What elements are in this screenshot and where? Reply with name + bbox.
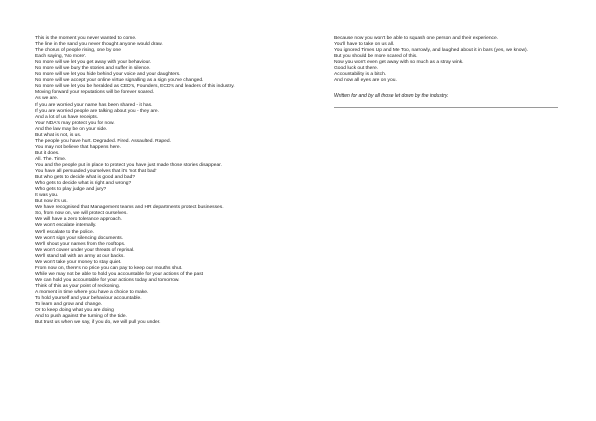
poem-line: As we are. <box>35 96 59 102</box>
poem-right-lines <box>334 36 562 84</box>
poem-line: This is the moment you never wanted to come. <box>35 36 137 41</box>
poem-line: We can hold you accountable for your actions today and tomorrow. <box>35 277 180 283</box>
poem-line: We have recognised that Management teams and HR departments protect businesses. <box>35 205 224 211</box>
poem-line: Who gets to decide what is right and wrong? <box>35 181 132 187</box>
poem-line: We won't take your money to stay quiet. <box>35 259 122 265</box>
poem-line: We'll escalate to the police. <box>35 229 95 235</box>
poem-line: The line in the sand you never thought anyone would draw. <box>35 42 163 48</box>
poem-line: Think of this as your point of reckoning. <box>35 283 121 289</box>
poem-line: We won't sign your silencing documents. <box>35 235 124 241</box>
poem-line: No more will we let you hide behind your voice and your daughters. <box>35 72 181 78</box>
poem-line: And the law may be on your side. <box>35 126 108 132</box>
poem-line: No more will we let you be heralded as CED's, Founders, ECD's and leaders of this industry. <box>35 84 235 90</box>
poem-line: No more will we accept your online virtue signalling as a sign you've changed. <box>35 78 204 84</box>
poem-line: We won't cower under your threats of reprisal. <box>35 247 135 253</box>
poem-line: So, from now on, we will protect ourselves. <box>35 211 128 217</box>
poem-line: Because now you won't be able to squash one person and their experience. <box>334 36 499 41</box>
poem-line: From now on, there's no price you can pay to keep our mouths shut. <box>35 265 183 271</box>
divider-line <box>334 107 558 108</box>
poem-line: Who gets to play judge and jury? <box>35 187 107 193</box>
poem-line: To hold yourself and your behaviour accountable. <box>35 296 142 302</box>
poem-line: But now it's us. <box>35 199 68 205</box>
poem-line: But trust us when we say, if you do, we will pull you under. <box>35 320 161 326</box>
poem-line: No more will we bury the stories and suffer in silence. <box>35 66 151 72</box>
poem-line: Accountability is a bitch. <box>334 72 387 78</box>
poem-line: You have all persuaded yourselves that it's 'not that bad' <box>35 169 157 175</box>
poem-right-column <box>334 36 562 108</box>
poem-line: A moment in time where you have a choice to make. <box>35 289 149 295</box>
signoff-text: Written for and by all those let down by the industry. <box>334 93 449 100</box>
poem-line: To learn and grow and change. <box>35 302 103 308</box>
poem-line: But you should be more scared of this. <box>334 54 418 60</box>
poem-line: But who gets to decide what is good and bad? <box>35 175 136 181</box>
poem-line: While we may not be able to hold you accountable for your actions of the past <box>35 271 204 277</box>
poem-line: Each saying, 'No more'. <box>35 54 87 60</box>
poem-line: Good luck out there. <box>334 66 379 72</box>
poem-line: But it does. <box>35 150 60 156</box>
poem-line: And now all eyes are on you. <box>334 78 397 84</box>
poem-line: The people you have hurt. Degraded. Fired. Assaulted. Raped. <box>35 138 171 144</box>
poem-line: Or to keep doing what you are doing <box>35 308 114 314</box>
poem-line: If you are worried people are talking about you - they are. <box>35 108 159 114</box>
poem-line: You ignored Times Up and Me Too, narrowly, and laughed about it in bars (yes, we know). <box>334 48 529 54</box>
poem-line: It was you. <box>35 193 59 199</box>
poem-line: We won't escalate internally. <box>35 223 97 229</box>
poem-line: But what is not, is us. <box>35 132 82 138</box>
poem-line: And a lot of us have receipts. <box>35 114 99 120</box>
poem-line: We'll shout your names from the rooftops. <box>35 241 126 247</box>
poem-line: We will have a zero tolerance approach. <box>35 217 122 223</box>
poem-line: You and the people put in place to protect you have just made those stories disappear. <box>35 162 222 168</box>
poem-left-column <box>35 36 315 326</box>
poem-line: Moving forward your reputations will be forever soared. <box>35 90 155 96</box>
poem-line: Your NDA's may protect you for now. <box>35 120 115 126</box>
poem-line: All. The. Time. <box>35 156 67 162</box>
poem-line: No more will we let you get away with your behaviour. <box>35 60 152 66</box>
poem-line: We'll stand tall with an army at our backs. <box>35 253 125 259</box>
poem-line: Now you won't even get away with so much as a stray wink. <box>334 60 464 66</box>
poem-line: The chorus of people rising, one by one <box>35 48 121 54</box>
poem-line: You'll have to take on us all. <box>334 42 395 48</box>
poem-line: And to push against the turning of the tide. <box>35 314 127 320</box>
poem-line: You may not believe that happens here. <box>35 144 122 150</box>
poem-line: If you are worried your name has been shared - it has. <box>35 102 153 108</box>
